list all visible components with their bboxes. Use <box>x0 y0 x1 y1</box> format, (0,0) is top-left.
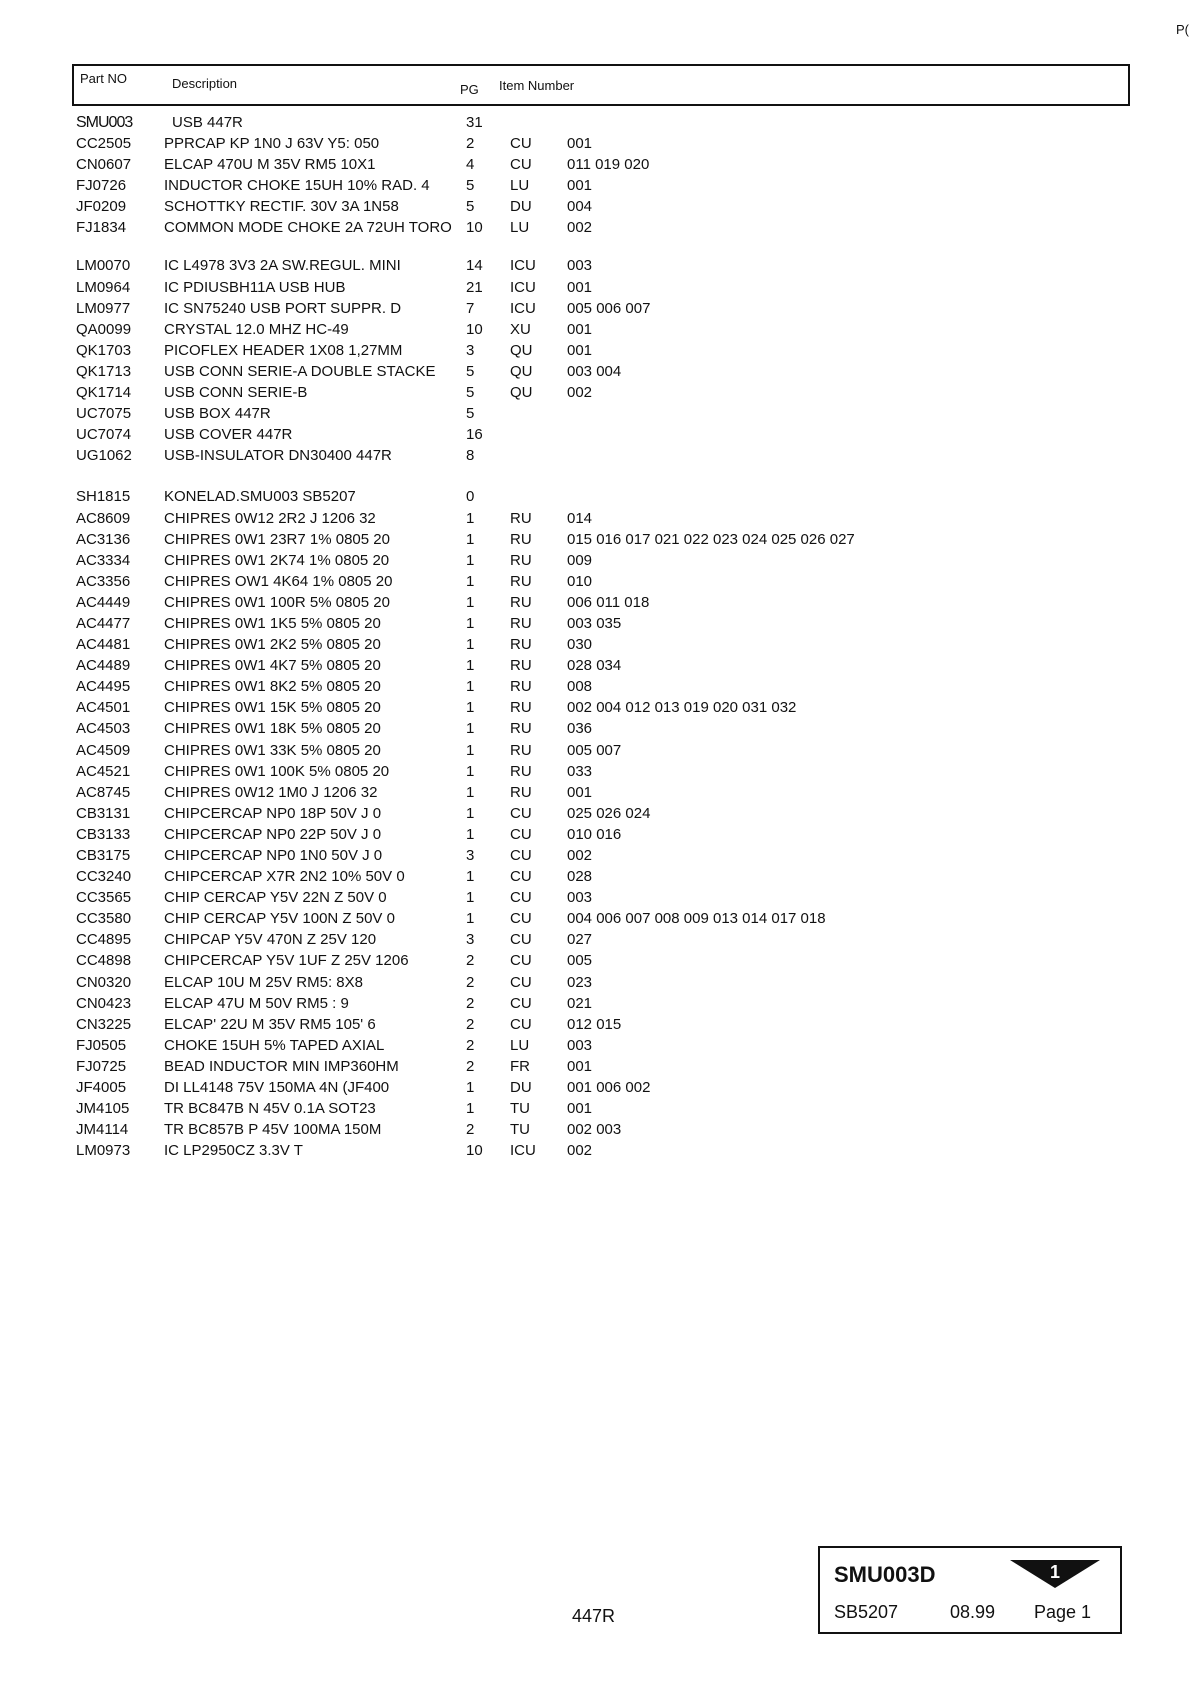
part-no-cell: QA0099 <box>76 320 132 338</box>
part-no-cell: AC4509 <box>76 741 131 759</box>
item-number-cell: 030 <box>567 636 593 654</box>
pg-cell: 2 <box>466 135 475 153</box>
table-row <box>76 634 1076 655</box>
code-cell: RU <box>510 657 532 675</box>
pg-cell: 1 <box>466 530 475 548</box>
code-cell: RU <box>510 741 532 759</box>
pg-cell: 1 <box>466 868 475 886</box>
code-cell: CU <box>510 825 532 843</box>
description-cell: CHOKE 15UH 5% TAPED AXIAL <box>164 1036 385 1054</box>
code-cell: LU <box>510 177 530 195</box>
description-cell: BEAD INDUCTOR MIN IMP360HM <box>164 1057 399 1075</box>
item-number-cell: 002 <box>567 847 593 864</box>
pg-cell: 21 <box>466 278 483 296</box>
code-cell: QU <box>510 362 533 380</box>
part-no-cell: QK1714 <box>76 384 132 402</box>
code-cell: XU <box>510 320 531 338</box>
table-row <box>76 403 1076 424</box>
description-cell: CHIPRES 0W1 18K 5% 0805 20 <box>164 720 381 738</box>
part-no-cell: LM0964 <box>76 278 131 296</box>
code-cell: LU <box>510 219 530 237</box>
code-cell: DU <box>510 198 532 216</box>
pg-cell: 5 <box>466 177 475 195</box>
footer-model: 447R <box>572 1606 616 1626</box>
pg-cell: 5 <box>466 405 475 423</box>
description-cell: IC PDIUSBH11A USB HUB <box>164 278 346 296</box>
code-cell: ICU <box>510 1142 536 1160</box>
item-number-cell: 004 006 007 008 009 013 014 017 018 <box>567 910 826 928</box>
part-no-cell: AC4501 <box>76 699 131 717</box>
part-no-cell: CB3131 <box>76 804 131 822</box>
part-no-cell: CC4895 <box>76 931 132 949</box>
code-cell: RU <box>510 572 532 590</box>
pg-cell: 2 <box>466 1121 475 1139</box>
code-cell: RU <box>510 720 532 738</box>
part-no-cell: SH1815 <box>76 488 131 506</box>
code-cell: FR <box>510 1057 530 1075</box>
header-description: Description <box>172 76 238 91</box>
pg-cell: 1 <box>466 636 475 654</box>
description-cell: PICOFLEX HEADER 1X08 1,27MM <box>164 341 403 359</box>
table-row <box>76 529 1076 550</box>
table-row <box>76 175 1076 196</box>
part-no-cell: UG1062 <box>76 447 132 465</box>
part-no-cell: JF0209 <box>76 198 127 216</box>
item-number-cell: 012 015 <box>567 1015 622 1033</box>
table-row <box>76 1077 1076 1098</box>
table-row <box>76 1035 1076 1056</box>
table-row <box>76 571 1076 592</box>
pg-cell: 14 <box>466 257 483 275</box>
description-cell: KONELAD.SMU003 SB5207 <box>164 488 356 506</box>
item-number-cell: 001 <box>567 783 593 801</box>
description-cell: IC L4978 3V3 2A SW.REGUL. MINI <box>164 257 401 275</box>
description-cell: TR BC847B N 45V 0.1A SOT23 <box>164 1100 376 1118</box>
code-cell: RU <box>510 593 532 611</box>
stamp-date: 08.99 <box>950 1602 996 1622</box>
code-cell: TU <box>510 1121 530 1139</box>
pg-cell: 31 <box>466 114 483 131</box>
table-row <box>76 277 1076 298</box>
table-row <box>76 676 1076 697</box>
item-number-cell: 003 035 <box>567 614 622 632</box>
part-no-cell: UC7074 <box>76 426 132 444</box>
pg-cell: 2 <box>466 1015 475 1033</box>
part-no-cell: LM0070 <box>76 257 131 275</box>
code-cell: CU <box>510 804 532 822</box>
pg-cell: 1 <box>466 1100 475 1118</box>
item-number-cell: 003 004 <box>567 362 622 380</box>
code-cell: CU <box>510 889 532 907</box>
code-cell: LU <box>510 1036 530 1054</box>
code-cell: TU <box>510 1100 530 1118</box>
table-row <box>76 803 1076 824</box>
item-number-cell: 002 <box>567 384 593 402</box>
table-row <box>76 613 1076 634</box>
code-cell: CU <box>510 847 532 864</box>
part-no-cell: FJ0726 <box>76 177 127 195</box>
table-header <box>72 64 1130 106</box>
table-row <box>76 196 1076 217</box>
pg-cell: 0 <box>466 488 475 506</box>
header-pg: PG <box>460 82 479 97</box>
table-row <box>76 866 1076 887</box>
stamp-page: Page 1 <box>1034 1602 1092 1622</box>
pg-cell: 8 <box>466 447 475 465</box>
code-cell: RU <box>510 551 532 569</box>
pg-cell: 10 <box>466 219 483 237</box>
page-corner-text: P( <box>1176 22 1189 37</box>
table-row <box>76 887 1076 908</box>
pg-cell: 1 <box>466 720 475 738</box>
code-cell: RU <box>510 678 532 696</box>
part-no-cell: AC4521 <box>76 762 131 780</box>
description-cell: CHIPRES 0W12 1M0 J 1206 32 <box>164 783 378 801</box>
item-number-cell: 001 <box>567 278 593 296</box>
part-no-cell: AC3356 <box>76 572 131 590</box>
item-number-cell: 021 <box>567 994 593 1012</box>
code-cell: CU <box>510 931 532 949</box>
code-cell: ICU <box>510 278 536 296</box>
item-number-cell: 002 004 012 013 019 020 031 032 <box>567 699 797 717</box>
description-cell: USB CONN SERIE-B <box>164 384 308 402</box>
part-no-cell: CB3133 <box>76 825 131 843</box>
description-cell: SCHOTTKY RECTIF. 30V 3A 1N58 <box>164 198 399 216</box>
item-number-cell: 036 <box>567 720 593 738</box>
pg-cell: 3 <box>466 847 475 864</box>
table-row <box>76 718 1076 739</box>
table-row <box>76 255 1076 276</box>
code-cell: CU <box>510 156 532 174</box>
pg-cell: 1 <box>466 572 475 590</box>
arrow-down-icon <box>1010 1558 1100 1590</box>
description-cell: CHIPRES 0W1 100R 5% 0805 20 <box>164 593 390 611</box>
description-cell: CHIPRES 0W1 1K5 5% 0805 20 <box>164 614 381 632</box>
part-no-cell: AC4489 <box>76 657 131 675</box>
description-cell: USB CONN SERIE-A DOUBLE STACKE <box>164 362 436 380</box>
pg-cell: 5 <box>466 384 475 402</box>
description-cell: CHIPRES 0W1 4K7 5% 0805 20 <box>164 657 381 675</box>
table-row <box>76 133 1076 154</box>
stamp-sb: SB5207 <box>834 1602 899 1622</box>
code-cell: CU <box>510 910 532 928</box>
description-cell: CHIPCAP Y5V 470N Z 25V 120 <box>164 931 377 949</box>
description-cell: CHIPRES 0W1 33K 5% 0805 20 <box>164 741 381 759</box>
part-no-cell: CN3225 <box>76 1015 132 1033</box>
table-row <box>76 112 1076 133</box>
item-number-cell: 023 <box>567 973 593 991</box>
description-cell: CHIPRES 0W1 15K 5% 0805 20 <box>164 699 381 717</box>
pg-cell: 1 <box>466 614 475 632</box>
code-cell: CU <box>510 135 532 153</box>
pg-cell: 3 <box>466 341 475 359</box>
item-number-cell: 002 <box>567 219 593 237</box>
stamp-title: SMU003D <box>834 1562 936 1587</box>
description-cell: CHIPRES OW1 4K64 1% 0805 20 <box>164 572 393 590</box>
description-cell: CRYSTAL 12.0 MHZ HC-49 <box>164 320 349 338</box>
part-no-cell: QK1713 <box>76 362 132 380</box>
pg-cell: 2 <box>466 1057 475 1075</box>
table-row <box>76 845 1076 866</box>
description-cell: CHIP CERCAP Y5V 100N Z 50V 0 <box>164 910 395 928</box>
item-number-cell: 014 <box>567 509 593 527</box>
item-number-cell: 001 <box>567 341 593 359</box>
stamp-number: 1 <box>1049 1562 1061 1582</box>
pg-cell: 5 <box>466 362 475 380</box>
code-cell: CU <box>510 1015 532 1033</box>
description-cell: CHIPRES 0W12 2R2 J 1206 32 <box>164 509 376 527</box>
table-row <box>76 361 1076 382</box>
pg-cell: 1 <box>466 593 475 611</box>
item-number-cell: 028 <box>567 868 593 886</box>
description-cell: USB COVER 447R <box>164 426 293 444</box>
item-number-cell: 010 016 <box>567 825 622 843</box>
description-cell: CHIP CERCAP Y5V 22N Z 50V 0 <box>164 889 387 907</box>
code-cell: CU <box>510 952 532 970</box>
header-part-no: Part NO <box>80 71 127 86</box>
table-row <box>76 697 1076 718</box>
table-row <box>76 824 1076 845</box>
table-row <box>76 972 1076 993</box>
description-cell: ELCAP' 22U M 35V RM5 105' 6 <box>164 1015 376 1033</box>
code-cell: CU <box>510 994 532 1012</box>
item-number-cell: 033 <box>567 762 593 780</box>
part-no-cell: AC3136 <box>76 530 131 548</box>
description-cell: CHIPCERCAP NP0 1N0 50V J 0 <box>164 847 383 864</box>
pg-cell: 7 <box>466 299 475 317</box>
part-no-cell: CN0423 <box>76 994 132 1012</box>
item-number-cell: 025 026 024 <box>567 804 651 822</box>
part-no-cell: AC3334 <box>76 551 131 569</box>
item-number-cell: 001 <box>567 177 593 195</box>
part-no-cell: AC4495 <box>76 678 131 696</box>
item-number-cell: 011 019 020 <box>567 156 650 174</box>
part-no-cell: CN0607 <box>76 156 132 174</box>
table-row <box>76 1098 1076 1119</box>
item-number-cell: 005 <box>567 952 593 970</box>
item-number-cell: 028 034 <box>567 657 622 675</box>
pg-cell: 10 <box>466 1142 483 1160</box>
description-cell: CHIPCERCAP Y5V 1UF Z 25V 1206 <box>164 952 409 970</box>
part-no-cell: AC4449 <box>76 593 131 611</box>
table-row <box>76 740 1076 761</box>
part-no-cell: QK1703 <box>76 341 132 359</box>
pg-cell: 3 <box>466 931 475 949</box>
item-number-cell: 015 016 017 021 022 023 024 025 026 027 <box>567 530 855 548</box>
description-cell: ELCAP 470U M 35V RM5 10X1 <box>164 156 376 174</box>
item-number-cell: 027 <box>567 931 593 949</box>
pg-cell: 1 <box>466 657 475 675</box>
part-no-cell: UC7075 <box>76 405 132 423</box>
table-row <box>76 424 1076 445</box>
part-no-cell: FJ1834 <box>76 219 127 237</box>
pg-cell: 1 <box>466 783 475 801</box>
pg-cell: 2 <box>466 952 475 970</box>
item-number-cell: 010 <box>567 572 593 590</box>
description-cell: CHIPRES 0W1 2K2 5% 0805 20 <box>164 636 381 654</box>
item-number-cell: 003 <box>567 257 593 275</box>
table-row <box>76 929 1076 950</box>
part-no-cell: AC8609 <box>76 509 131 527</box>
part-no-cell: CC4898 <box>76 952 132 970</box>
table-row <box>76 1119 1076 1140</box>
item-number-cell: 002 003 <box>567 1121 622 1139</box>
pg-cell: 1 <box>466 825 475 843</box>
item-number-cell: 004 <box>567 198 593 216</box>
pg-cell: 1 <box>466 551 475 569</box>
code-cell: RU <box>510 614 532 632</box>
item-number-cell: 001 <box>567 320 593 338</box>
description-cell: CHIPRES 0W1 8K2 5% 0805 20 <box>164 678 381 696</box>
code-cell: ICU <box>510 257 536 275</box>
part-no-cell: AC8745 <box>76 783 131 801</box>
description-cell: ELCAP 47U M 50V RM5 : 9 <box>164 994 349 1012</box>
code-cell: RU <box>510 699 532 717</box>
code-cell: RU <box>510 783 532 801</box>
item-number-cell: 002 <box>567 1142 593 1160</box>
parts-list <box>76 112 1076 1161</box>
part-no-cell: FJ0725 <box>76 1057 127 1075</box>
part-no-cell: AC4477 <box>76 614 131 632</box>
item-number-cell: 003 <box>567 889 593 907</box>
table-row <box>76 1056 1076 1077</box>
pg-cell: 1 <box>466 678 475 696</box>
part-no-cell: CC2505 <box>76 135 132 153</box>
part-no-cell: CC3565 <box>76 889 132 907</box>
description-cell: CHIPRES 0W1 23R7 1% 0805 20 <box>164 530 390 548</box>
item-number-cell: 008 <box>567 678 593 696</box>
table-row <box>76 298 1076 319</box>
table-row <box>76 950 1076 971</box>
part-no-cell: CC3240 <box>76 868 132 886</box>
part-no-cell: FJ0505 <box>76 1036 127 1054</box>
code-cell: CU <box>510 973 532 991</box>
description-cell: CHIPCERCAP X7R 2N2 10% 50V 0 <box>164 868 405 886</box>
description-cell: USB-INSULATOR DN30400 447R <box>164 447 392 465</box>
description-cell: PPRCAP KP 1N0 J 63V Y5: 050 <box>164 135 380 153</box>
code-cell: RU <box>510 530 532 548</box>
table-row <box>76 319 1076 340</box>
pg-cell: 1 <box>466 699 475 717</box>
item-number-cell: 005 006 007 <box>567 299 651 317</box>
pg-cell: 16 <box>466 426 483 444</box>
pg-cell: 1 <box>466 804 475 822</box>
table-row <box>76 993 1076 1014</box>
table-row <box>76 655 1076 676</box>
table-row <box>76 486 1076 507</box>
part-no-cell: JM4105 <box>76 1100 130 1118</box>
pg-cell: 1 <box>466 509 475 527</box>
pg-cell: 2 <box>466 1036 475 1054</box>
pg-cell: 2 <box>466 973 475 991</box>
item-number-cell: 005 007 <box>567 741 622 759</box>
code-cell: RU <box>510 762 532 780</box>
part-no-cell: JF4005 <box>76 1079 127 1097</box>
header-item-number: Item Number <box>499 78 575 93</box>
item-number-cell: 001 <box>567 1057 593 1075</box>
item-number-cell: 001 006 002 <box>567 1079 651 1097</box>
table-row <box>76 340 1076 361</box>
pg-cell: 5 <box>466 198 475 216</box>
item-number-cell: 001 <box>567 135 593 153</box>
description-cell: TR BC857B P 45V 100MA 150M <box>164 1121 382 1139</box>
code-cell: CU <box>510 868 532 886</box>
table-row <box>76 782 1076 803</box>
code-cell: QU <box>510 341 533 359</box>
description-cell: CHIPCERCAP NP0 18P 50V J 0 <box>164 804 382 822</box>
pg-cell: 1 <box>466 762 475 780</box>
description-cell: IC LP2950CZ 3.3V T <box>164 1142 303 1160</box>
title-stamp <box>818 1546 1122 1634</box>
pg-cell: 1 <box>466 741 475 759</box>
code-cell: RU <box>510 509 532 527</box>
table-row <box>76 445 1076 466</box>
pg-cell: 10 <box>466 320 483 338</box>
part-no-cell: JM4114 <box>76 1121 129 1139</box>
code-cell: DU <box>510 1079 532 1097</box>
pg-cell: 1 <box>466 1079 475 1097</box>
pg-cell: 2 <box>466 994 475 1012</box>
code-cell: RU <box>510 636 532 654</box>
description-cell: CHIPRES 0W1 100K 5% 0805 20 <box>164 762 390 780</box>
part-no-cell: CN0320 <box>76 973 132 991</box>
pg-cell: 4 <box>466 156 475 174</box>
part-no-cell: LM0977 <box>76 299 131 317</box>
description-cell: USB 447R <box>172 114 243 131</box>
part-no-cell: CB3175 <box>76 847 131 864</box>
part-no-cell: AC4503 <box>76 720 131 738</box>
table-row <box>76 592 1076 613</box>
table-row <box>76 1140 1076 1161</box>
pg-cell: 1 <box>466 889 475 907</box>
table-row <box>76 1014 1076 1035</box>
part-no-cell: SMU003 <box>76 114 133 131</box>
description-cell: CHIPCERCAP NP0 22P 50V J 0 <box>164 825 382 843</box>
description-cell: DI LL4148 75V 150MA 4N (JF400 <box>164 1079 390 1097</box>
description-cell: IC SN75240 USB PORT SUPPR. D <box>164 299 402 317</box>
table-row <box>76 508 1076 529</box>
description-cell: CHIPRES 0W1 2K74 1% 0805 20 <box>164 551 390 569</box>
table-row <box>76 154 1076 175</box>
pg-cell: 1 <box>466 910 475 928</box>
description-cell: USB BOX 447R <box>164 405 271 423</box>
part-no-cell: LM0973 <box>76 1142 131 1160</box>
part-no-cell: CC3580 <box>76 910 132 928</box>
item-number-cell: 009 <box>567 551 593 569</box>
description-cell: ELCAP 10U M 25V RM5: 8X8 <box>164 973 363 991</box>
table-row <box>76 217 1076 255</box>
description-cell: INDUCTOR CHOKE 15UH 10% RAD. 4 <box>164 177 430 195</box>
code-cell: ICU <box>510 299 536 317</box>
table-row <box>76 761 1076 782</box>
item-number-cell: 001 <box>567 1100 593 1118</box>
code-cell: QU <box>510 384 533 402</box>
table-row <box>76 908 1076 929</box>
item-number-cell: 006 011 018 <box>567 593 650 611</box>
table-row <box>76 550 1076 571</box>
part-no-cell: AC4481 <box>76 636 131 654</box>
description-cell: COMMON MODE CHOKE 2A 72UH TORO <box>164 219 452 237</box>
table-row <box>76 382 1076 403</box>
item-number-cell: 003 <box>567 1036 593 1054</box>
